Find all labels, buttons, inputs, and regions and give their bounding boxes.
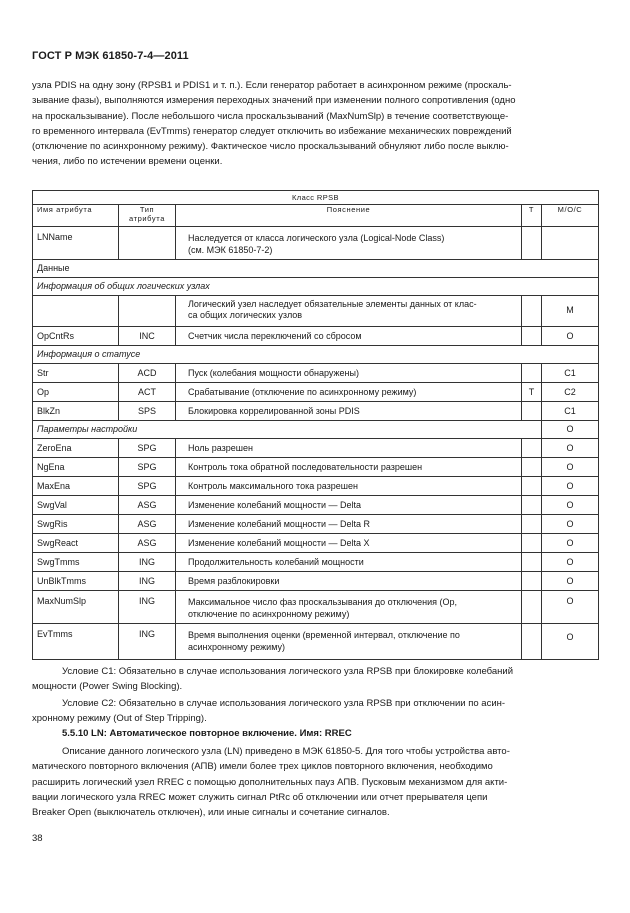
attr-description: Максимальное число фаз проскальзывания до отключения (Op, отключение по асинхронному режиму)	[176, 591, 522, 624]
attr-type: ASG	[119, 496, 176, 515]
attr-type: INC	[119, 327, 176, 346]
header-attribute-type: Тип атрибута	[119, 205, 176, 227]
attr-description: Блокировка коррелированной зоны PDIS	[176, 402, 522, 421]
table-row	[33, 383, 599, 402]
table-row	[33, 227, 599, 260]
attr-type: SPG	[119, 477, 176, 496]
attr-description: Срабатывание (отключение по асинхронному режиму)	[176, 383, 522, 402]
attr-name: SwgVal	[33, 496, 119, 515]
section-heading-rrec: 5.5.10 LN: Автоматическое повторное включение. Имя: RREC	[62, 728, 352, 739]
section-data: Данные	[33, 260, 599, 278]
attr-t: T	[522, 383, 542, 402]
attr-moc: O	[542, 624, 599, 660]
attr-name: EvTmms	[33, 624, 119, 660]
attr-description: Время выполнения оценки (временной интервал, отключение по асинхронному режиму)	[176, 624, 522, 660]
attr-description: Наследуется от класса логического узла (Logical-Node Class) (см. МЭК 61850-7-2)	[176, 227, 522, 260]
document-header: ГОСТ Р МЭК 61850-7-4—2011	[32, 50, 189, 62]
page-number: 38	[32, 833, 43, 844]
attr-moc: O	[542, 458, 599, 477]
attr-type: SPG	[119, 439, 176, 458]
attr-description: Пуск (колебания мощности обнаружены)	[176, 364, 522, 383]
attr-t	[522, 364, 542, 383]
attr-type: ING	[119, 624, 176, 660]
table-row	[33, 591, 599, 624]
attr-moc: O	[542, 477, 599, 496]
attr-description: Логический узел наследует обязательные элементы данных от клас- са общих логических узлов	[176, 296, 522, 327]
attr-moc: C1	[542, 364, 599, 383]
attr-type: ACD	[119, 364, 176, 383]
attr-type: ING	[119, 591, 176, 624]
rrec-line: матического повторного включения (АПВ) имели более трех циклов повторного включения, необходимо	[32, 761, 493, 773]
attr-name: UnBlkTmms	[33, 572, 119, 591]
attr-description: Контроль максимального тока разрешен	[176, 477, 522, 496]
table-row	[33, 296, 599, 327]
attr-description: Продолжительность колебаний мощности	[176, 553, 522, 572]
table-row	[33, 515, 599, 534]
rrec-line: Описание данного логического узла (LN) приведено в МЭК 61850-5. Для того чтобы устройства авто-	[62, 746, 510, 757]
attr-name: LNName	[33, 227, 119, 260]
attr-name: SwgReact	[33, 534, 119, 553]
attr-name: MaxNumSlp	[33, 591, 119, 624]
section-status-info: Информация о статусе	[33, 346, 599, 364]
table-row	[33, 624, 599, 660]
table-row	[33, 572, 599, 591]
attr-name: Op	[33, 383, 119, 402]
attr-name: BlkZn	[33, 402, 119, 421]
attr-moc: O	[542, 515, 599, 534]
attr-moc: O	[542, 591, 599, 624]
section-settings: Параметры настройки	[33, 421, 542, 439]
attr-moc: O	[542, 572, 599, 591]
attr-t	[522, 402, 542, 421]
attr-moc: O	[542, 534, 599, 553]
attr-description: Время разблокировки	[176, 572, 522, 591]
attr-moc: M	[542, 296, 599, 327]
intro-paragraph	[32, 78, 598, 170]
table-caption: Класс RPSB	[33, 191, 599, 205]
table-row	[33, 439, 599, 458]
attr-type: SPS	[119, 402, 176, 421]
intro-line: узла PDIS на одну зону (RPSB1 и PDIS1 и т. п.). Если генератор работает в асинхронном режиме (проскаль-	[32, 80, 512, 91]
attr-moc: O	[542, 327, 599, 346]
table-row	[33, 553, 599, 572]
header-moc: M/O/C	[542, 205, 599, 227]
attr-description: Ноль разрешен	[176, 439, 522, 458]
attr-description: Изменение колебаний мощности — Delta R	[176, 515, 522, 534]
intro-line: чения, либо по истечении времени оценки.	[32, 156, 223, 168]
intro-line: на проскальзывание). После небольшого числа проскальзываний (MaxNumSlp) в течение соответствующе-	[32, 110, 509, 122]
attr-name: SwgRis	[33, 515, 119, 534]
attr-name: MaxEna	[33, 477, 119, 496]
table-row	[33, 364, 599, 383]
attr-name: OpCntRs	[33, 327, 119, 346]
intro-line: го временного интервала (EvTmms) генератор следует отключить во избежание механических повреждений	[32, 125, 512, 137]
header-attribute-name: Имя атрибута	[33, 205, 119, 227]
attr-description: Изменение колебаний мощности — Delta X	[176, 534, 522, 553]
table-row	[33, 458, 599, 477]
attr-description: Изменение колебаний мощности — Delta	[176, 496, 522, 515]
table-header-row	[33, 205, 599, 227]
section-common-info: Информация об общих логических узлах	[33, 278, 599, 296]
attr-moc: O	[542, 439, 599, 458]
attr-description: Счетчик числа переключений со сбросом	[176, 327, 522, 346]
attr-name: Str	[33, 364, 119, 383]
attr-description: Контроль тока обратной последовательности разрешен	[176, 458, 522, 477]
table-row	[33, 496, 599, 515]
table-row	[33, 327, 599, 346]
header-t: T	[522, 205, 542, 227]
attr-type: ING	[119, 553, 176, 572]
attr-moc: C1	[542, 402, 599, 421]
rpsb-class-table	[32, 190, 599, 660]
attr-type: ASG	[119, 534, 176, 553]
condition-c1: Условие С1: Обязательно в случае использования логического узла RPSB при блокировке колебаний мощности (Power Swing Blocking).	[32, 666, 513, 693]
attr-type: ASG	[119, 515, 176, 534]
table-row	[33, 402, 599, 421]
attr-type: SPG	[119, 458, 176, 477]
attr-moc: O	[542, 553, 599, 572]
table-row	[33, 534, 599, 553]
intro-line: зывание фазы), выполняются измерения переходных значений при изменении полного сопротивления (одно	[32, 95, 516, 107]
attr-type: ACT	[119, 383, 176, 402]
rrec-line: Breaker Open (выключатель отключен), или иные сигналы и сочетание сигналов.	[32, 807, 390, 819]
attr-name: ZeroEna	[33, 439, 119, 458]
attr-name: NgEna	[33, 458, 119, 477]
attr-moc: O	[542, 421, 599, 439]
rrec-paragraph	[32, 744, 598, 820]
rrec-line: расширить логический узел RREC с помощью дополнительных пауз АПВ. Пусковым механизмом для акти-	[32, 776, 508, 788]
attr-name: SwgTmms	[33, 553, 119, 572]
attr-type: ING	[119, 572, 176, 591]
header-description: Пояснение	[176, 205, 522, 227]
intro-line: (отключение по асинхронному режиму). Фактическое число проскальзываний обнуляют либо после выклю-	[32, 141, 509, 153]
rrec-line: вации логического узла RREC может служить сигнал PtRc об отключении или отчет прерывателя цепи	[32, 791, 488, 803]
condition-c2: Условие С2: Обязательно в случае использования логического узла RPSB при отключении по асин- хронному режиму (Out of Step Tripping).	[32, 698, 506, 725]
attr-moc: O	[542, 496, 599, 515]
table-row	[33, 477, 599, 496]
attr-moc: C2	[542, 383, 599, 402]
